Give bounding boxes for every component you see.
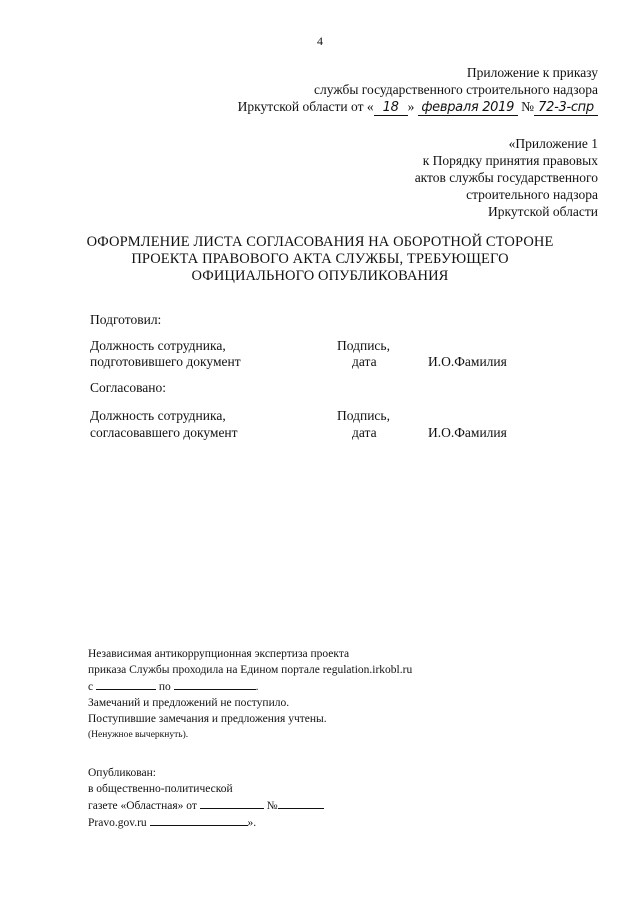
annex-header-prefix: Иркутской области от « (237, 99, 374, 114)
agreed-signature-label: Подпись, (337, 408, 390, 423)
prepared-heading: Подготовил: (90, 312, 162, 327)
expertise-line: Замечаний и предложений не поступило. (88, 697, 290, 709)
prepared-date-label: дата (352, 354, 377, 369)
to-date-blank (174, 678, 256, 690)
published-line: Опубликован: (88, 767, 157, 779)
annex-ref-line: Иркутской области (487, 204, 598, 219)
annex-ref-line: актов службы государственного (414, 170, 598, 185)
handwritten-day: 18 (374, 101, 408, 116)
expertise-line: приказа Службы проходила на Едином портале regulation.irkobl.ru (88, 664, 413, 676)
annex-ref-line: строительного надзора (466, 187, 598, 202)
annex-header-date-line (238, 98, 598, 116)
published-block (88, 765, 324, 831)
prepared-signature-label: Подпись, (337, 338, 390, 353)
published-newspaper-line (88, 797, 324, 814)
agreed-position-line1: Должность сотрудника, (90, 408, 226, 423)
annex-header-line: службы государственного строительного надзора (314, 82, 598, 97)
from-label: с (88, 681, 94, 693)
prepared-name: И.О.Фамилия (428, 354, 507, 369)
annex-reference (415, 135, 598, 220)
handwritten-order-number: 72-3-спр (534, 101, 598, 116)
number-sign: № (266, 800, 278, 812)
title-line: ПРОЕКТА ПРАВОВОГО АКТА СЛУЖБЫ, ТРЕБУЮЩЕГО (131, 251, 509, 267)
portal-blank (150, 814, 248, 826)
expertise-note: (Ненужное вычеркнуть). (88, 730, 189, 740)
agreed-date-label: дата (352, 425, 377, 440)
expertise-line: Поступившие замечания и предложения учтены. (88, 713, 327, 725)
prepared-position-line2: подготовившего документ (90, 354, 241, 369)
published-portal-line (88, 814, 324, 831)
to-label: по (158, 681, 171, 693)
expertise-period-line: с по . (88, 678, 412, 695)
from-date-blank (96, 678, 156, 690)
document-title (70, 234, 570, 285)
annex-ref-line: к Порядку принятия правовых (422, 153, 598, 168)
newspaper-date-blank (200, 797, 264, 809)
number-sign: № (521, 99, 534, 114)
agreed-heading: Согласовано: (90, 380, 166, 395)
agreed-position-line2: согласовавшего документ (90, 425, 238, 440)
handwritten-month-year: февраля 2019 (418, 101, 518, 116)
published-line: в общественно-политической (88, 783, 233, 795)
prepared-position-line1: Должность сотрудника, (90, 338, 226, 353)
annex-ref-line: «Приложение 1 (508, 136, 598, 151)
expertise-line: Независимая антикоррупционная экспертиза проекта (88, 648, 350, 660)
portal-suffix: ». (247, 817, 257, 829)
expertise-block (88, 646, 412, 743)
agreed-name: И.О.Фамилия (428, 425, 507, 440)
annex-header (238, 64, 598, 116)
newspaper-number-blank (278, 797, 324, 809)
title-line: ОФИЦИАЛЬНОГО ОПУБЛИКОВАНИЯ (191, 268, 449, 284)
page-number: 4 (317, 34, 323, 48)
portal-prefix: Pravo.gov.ru (88, 817, 147, 829)
quote-close: » (407, 99, 415, 114)
newspaper-prefix: газете «Областная» от (88, 800, 197, 812)
annex-header-line: Приложение к приказу (466, 65, 598, 80)
title-line: ОФОРМЛЕНИЕ ЛИСТА СОГЛАСОВАНИЯ НА ОБОРОТНОЙ СТОРОНЕ (86, 234, 554, 250)
